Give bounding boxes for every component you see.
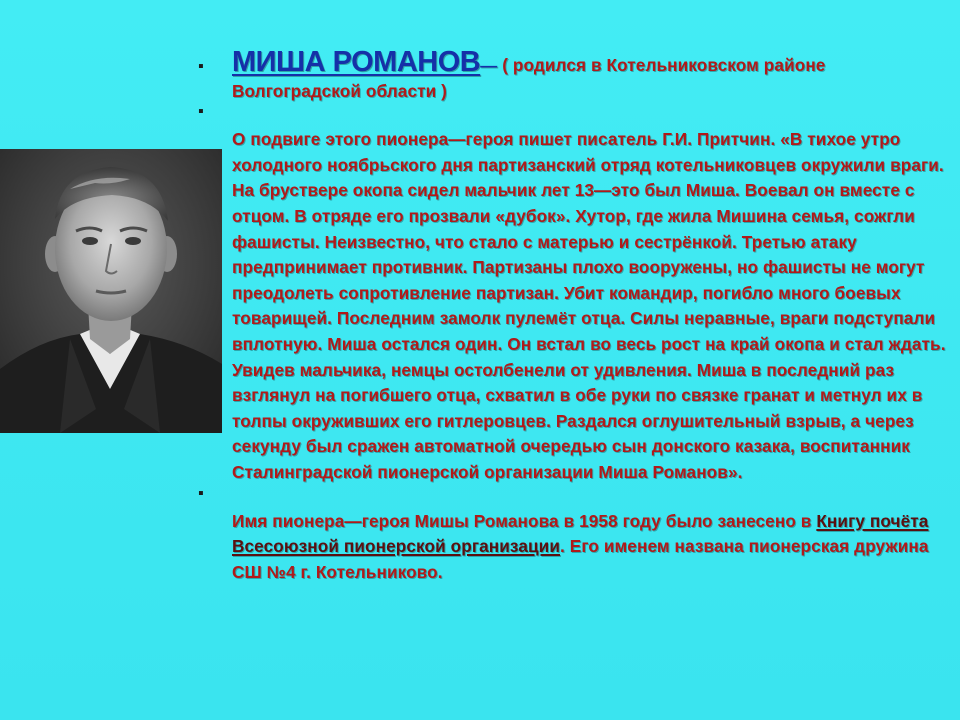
bullet-icon: ▪ — [198, 103, 204, 121]
heading-row — [196, 46, 958, 104]
heading-subtitle: ( родился в Котельниковском районе Волгоградской области ) — [232, 55, 826, 101]
honor-book-link[interactable]: Книгу почёта Всесоюзной пионерской организации — [232, 510, 929, 557]
heading-dash: — — [480, 56, 498, 75]
portrait-image — [0, 149, 222, 433]
legacy-row — [196, 484, 958, 586]
story-row — [196, 103, 958, 485]
portrait-photo — [0, 149, 222, 433]
heading-block — [232, 46, 958, 104]
slide-content — [196, 46, 958, 585]
legacy-text-end: . Его именем названа пионерская дружина СШ №4 г. Котельниково. — [232, 536, 929, 582]
story-text: О подвиге этого пионера—героя пишет писатель Г.И. Притчин. «В тихое утро холодного ноябрьского дня партизанский отряд котельниковцев окружили враги. На бруствере окопа сидел мальчик лет 13—это был Миша. Воевал он вместе с отцом. В отряде его прозвали «дубок». Хутор, где жила Мишина семья, сожгли фашисты. Неизвестно, что стало с матерью и сестрёнкой. Третью атаку предпринимает противник. Партизаны плохо вооружены, но фашисты не могут преодолеть сопротивление партизан. Убит командир, погибло много боевых товарищей. Последним замолк пулемёт отца. Силы неравные, враги подступали вплотную. Миша остался один. Он встал во весь рост на край окопа и стал ждать. Увидев мальчика, немцы остолбенели от удивления. Миша в последний раз взглянул на погибшего отца, схватил в обе руки по связке гранат и метнул их в толпы окруживших его гитлеровцев. Раздался оглушительный взрыв, а через секунду был сражен автоматной очередью сын донского казака, воспитанник Сталинградской пионерской организации Миша Романов». — [232, 129, 946, 482]
bullet-icon: ▪ — [198, 484, 204, 502]
legacy-text-start: Имя пионера—героя Мишы Романова в 1958 году было занесено в — [232, 510, 817, 531]
hero-name: МИША РОМАНОВ — [232, 46, 481, 78]
bullet-icon: ▪ — [198, 58, 204, 75]
legacy-text — [232, 489, 958, 586]
